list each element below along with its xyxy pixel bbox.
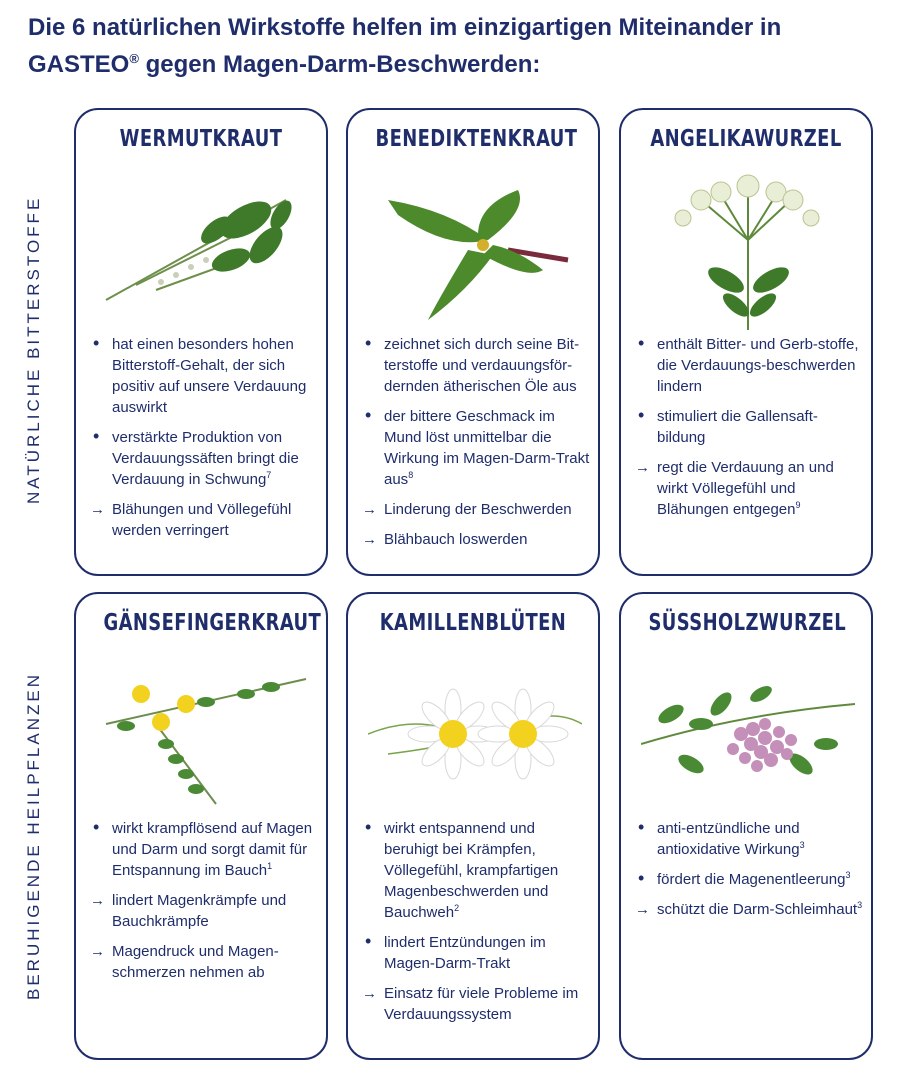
arrow-item	[631, 457, 863, 520]
arrow-item	[358, 983, 590, 1025]
item-text: schützt die Darm-Schleimhaut	[657, 901, 858, 918]
card-title: KAMILLENBLÜTEN	[379, 610, 567, 636]
footnote-ref: 1	[267, 861, 273, 871]
silverweed-plant-icon	[96, 654, 310, 814]
bullet-icon: •	[365, 817, 372, 837]
bullet-icon: •	[365, 333, 372, 353]
arrow-right-icon: →	[362, 531, 377, 548]
angelica-plant-icon	[641, 170, 855, 330]
bullet-item	[358, 932, 590, 974]
card-kamillenblueten	[346, 592, 600, 1060]
item-text: Einsatz für viele Probleme im Verdauungssystem	[384, 985, 579, 1023]
page-title: Die 6 natürlichen Wirkstoffe helfen im einzigartigen Miteinander in GASTEO® gegen Magen-Darm-Beschwerden:	[28, 14, 782, 78]
card-benediktenkraut	[346, 108, 600, 576]
card-list	[358, 818, 590, 1034]
bullet-item	[631, 869, 863, 890]
footnote-ref: 9	[795, 500, 801, 510]
licorice-plant-icon	[641, 654, 855, 814]
card-list	[86, 334, 318, 550]
arrow-right-icon: →	[90, 943, 105, 960]
card-list	[86, 818, 318, 992]
item-text: stimuliert die Gallensaft-bildung	[657, 408, 818, 446]
blessed-thistle-plant-icon	[368, 170, 582, 330]
card-title: ANGELIKAWURZEL	[650, 126, 842, 152]
card-list	[631, 334, 863, 529]
item-text: wirkt entspannend und beruhigt bei Krämpfen, Völlegefühl, krampfartigen Magenbeschwerden und Bauchweh	[384, 820, 559, 921]
arrow-item	[631, 899, 863, 920]
bullet-icon: •	[365, 931, 372, 951]
footnote-ref: 7	[266, 470, 272, 480]
footnote-ref: 2	[454, 903, 460, 913]
bullet-item	[86, 427, 318, 490]
side-label-bitterstoffe: NATÜRLICHE BITTERSTOFFE	[24, 195, 43, 504]
item-text: wirkt krampflösend auf Magen und Darm und sorgt damit für Entspannung im Bauch	[112, 820, 313, 879]
bullet-item	[86, 818, 318, 881]
item-text: Blähbauch loswerden	[384, 531, 528, 548]
item-text: enthält Bitter- und Gerb-stoffe, die Verdauungs-beschwerden lindern	[657, 336, 859, 395]
arrow-item	[358, 529, 590, 550]
card-title: SÜSSHOLZWURZEL	[648, 610, 847, 636]
wormwood-plant-icon	[96, 170, 310, 330]
bullet-item	[631, 406, 863, 448]
side-label-heilpflanzen: BERUHIGENDE HEILPFLANZEN	[24, 672, 43, 1000]
item-text: verstärkte Produktion von Verdauungssäften bringt die Verdauung in Schwung	[112, 429, 299, 488]
bullet-icon: •	[638, 333, 645, 353]
item-text: hat einen besonders hohen Bitterstoff-Gehalt, der sich positiv auf unsere Verdauung auswirkt	[112, 336, 307, 416]
arrow-right-icon: →	[362, 985, 377, 1002]
arrow-right-icon: →	[635, 459, 650, 476]
card-list	[358, 334, 590, 559]
bullet-icon: •	[93, 426, 100, 446]
card-title: BENEDIKTENKRAUT	[375, 126, 578, 152]
card-angelikawurzel	[619, 108, 873, 576]
footnote-ref: 3	[799, 840, 805, 850]
card-title: WERMUTKRAUT	[119, 126, 283, 152]
bullet-icon: •	[93, 817, 100, 837]
bullet-item	[86, 334, 318, 418]
bullet-icon: •	[638, 817, 645, 837]
bullet-item	[631, 818, 863, 860]
arrow-item	[86, 499, 318, 541]
arrow-item	[358, 499, 590, 520]
arrow-right-icon: →	[362, 501, 377, 518]
item-text: Linderung der Beschwerden	[384, 501, 572, 518]
card-list	[631, 818, 863, 929]
bullet-icon: •	[93, 333, 100, 353]
arrow-right-icon: →	[90, 892, 105, 909]
card-wermutkraut	[74, 108, 328, 576]
bullet-item	[358, 406, 590, 490]
item-text: Magendruck und Magen-schmerzen nehmen ab	[112, 943, 279, 981]
item-text: lindert Entzündungen im Magen-Darm-Trakt	[384, 934, 546, 972]
item-text: lindert Magenkrämpfe und Bauchkrämpfe	[112, 892, 287, 930]
arrow-item	[86, 890, 318, 932]
item-text: fördert die Magenentleerung	[657, 871, 846, 888]
bullet-item	[358, 334, 590, 397]
bullet-item	[358, 818, 590, 923]
chamomile-flower-icon	[368, 654, 582, 814]
bullet-icon: •	[365, 405, 372, 425]
item-text: der bittere Geschmack im Mund löst unmittelbar die Wirkung im Magen-Darm-Trakt aus	[384, 408, 590, 488]
arrow-item	[86, 941, 318, 983]
item-text: Blähungen und Völlegefühl werden verringert	[112, 501, 292, 539]
card-title: GÄNSEFINGERKRAUT	[103, 610, 322, 636]
bullet-item	[631, 334, 863, 397]
item-text: anti-entzündliche und antioxidative Wirkung	[657, 820, 800, 858]
footnote-ref: 3	[857, 900, 863, 910]
footnote-ref: 8	[408, 470, 414, 480]
arrow-right-icon: →	[635, 901, 650, 918]
bullet-icon: •	[638, 868, 645, 888]
bullet-icon: •	[638, 405, 645, 425]
card-gaensefingerkraut	[74, 592, 328, 1060]
card-suessholzwurzel	[619, 592, 873, 1060]
footnote-ref: 3	[845, 870, 851, 880]
item-text: zeichnet sich durch seine Bit-terstoffe und verdauungsför-dernden ätherischen Öle aus	[384, 336, 580, 395]
arrow-right-icon: →	[90, 501, 105, 518]
item-text: regt die Verdauung an und wirkt Völlegefühl und Blähungen entgegen	[657, 459, 834, 518]
